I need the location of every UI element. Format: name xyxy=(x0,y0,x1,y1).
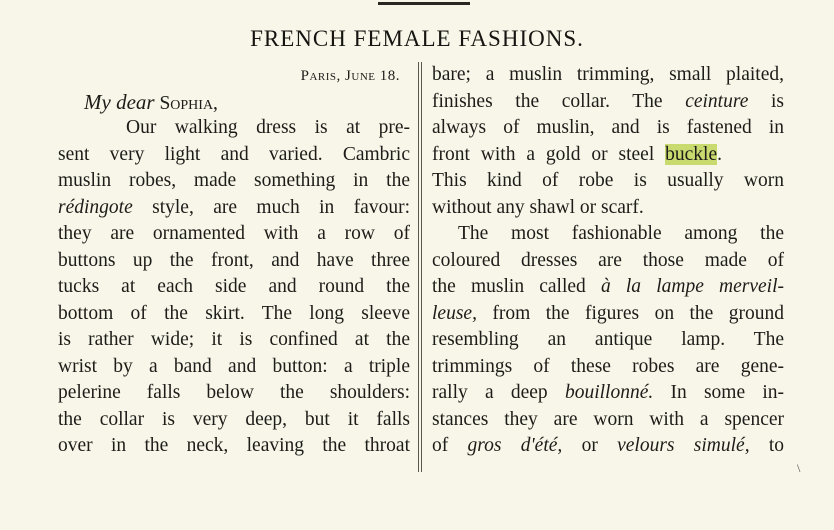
paragraph-line: buttons up the front, and have three xyxy=(58,249,410,271)
italic-term: à la lampe merveil- xyxy=(600,276,784,297)
italic-term: bouillonné. xyxy=(564,382,654,403)
salutation xyxy=(58,89,410,116)
paragraph-line: always of muslin, and is fastened in xyxy=(432,117,784,138)
paragraph-line: wrist by a band and button: a triple xyxy=(58,355,410,377)
paragraph-line xyxy=(432,274,784,301)
paragraph-line: is rather wide; it is confined at the xyxy=(58,329,410,350)
line-text: of xyxy=(432,435,449,456)
paragraph-line xyxy=(432,142,784,169)
italic-term: rédingote xyxy=(58,196,133,218)
italic-term: velours simulé, xyxy=(617,435,750,456)
paragraph-line xyxy=(58,195,410,222)
salutation-name: Sophia, xyxy=(159,92,218,114)
line-text: rally a deep xyxy=(432,382,548,403)
paragraph-line: coloured dresses are those made of xyxy=(432,249,784,271)
line-text: finishes the collar. The xyxy=(432,90,663,112)
line-text: . xyxy=(717,143,722,165)
paragraph-line: the collar is very deep, but it falls xyxy=(58,408,410,430)
paragraph-line: The most fashionable among the xyxy=(458,223,784,244)
left-column xyxy=(58,62,410,460)
line-text: front with a gold or steel xyxy=(432,143,655,165)
line-text: to xyxy=(768,435,785,456)
paragraph-line xyxy=(432,301,784,328)
paragraph-line: Our walking dress is at pre- xyxy=(126,117,410,138)
paragraph-line: This kind of robe is usually worn xyxy=(432,170,784,191)
paragraph-line: over in the neck, leaving the throat xyxy=(58,435,410,456)
paragraph-line: pelerine falls below the shoulders: xyxy=(58,382,410,403)
page-title: FRENCH FEMALE FASHIONS. xyxy=(250,26,584,51)
italic-term: ceinture xyxy=(685,90,749,112)
paragraph-line: trimmings of these robes are gene- xyxy=(432,355,784,377)
paragraph-line: stances they are worn with a spencer xyxy=(432,408,784,430)
paragraph-line xyxy=(432,433,784,460)
paragraph-line: resembling an antique lamp. The xyxy=(432,329,784,350)
paragraph-line: without any shawl or scarf. xyxy=(432,196,644,218)
line-text: or xyxy=(581,435,598,456)
paragraph-line: bare; a muslin trimming, small plaited, xyxy=(432,64,784,85)
print-mark: \ xyxy=(797,461,801,475)
paragraph-line: tucks at each side and round the xyxy=(58,276,410,297)
italic-term: gros d'été, xyxy=(467,435,563,456)
highlighted-word: buckle xyxy=(665,143,718,165)
dateline-line xyxy=(58,62,410,89)
line-text: from the figures on the ground xyxy=(492,302,784,324)
paragraph-line: they are ornamented with a row of xyxy=(58,223,410,244)
line-text: is xyxy=(771,90,785,112)
right-column xyxy=(432,62,784,460)
italic-term: leuse, xyxy=(432,302,477,324)
paragraph-line xyxy=(432,380,784,407)
salutation-greeting: My dear xyxy=(84,89,155,114)
line-text: In some in- xyxy=(670,382,785,403)
line-text: the muslin called xyxy=(432,276,586,297)
paragraph-line: bottom of the skirt. The long sleeve xyxy=(58,302,410,324)
dateline: Paris, June 18. xyxy=(300,68,400,84)
paragraph-line: muslin robes, made something in the xyxy=(58,170,410,191)
line-text: style, are much in favour: xyxy=(152,196,410,218)
paragraph-line: sent very light and varied. Cambric xyxy=(58,143,410,165)
top-rule xyxy=(378,2,470,5)
paragraph-line xyxy=(432,89,784,116)
column-divider xyxy=(418,62,422,472)
